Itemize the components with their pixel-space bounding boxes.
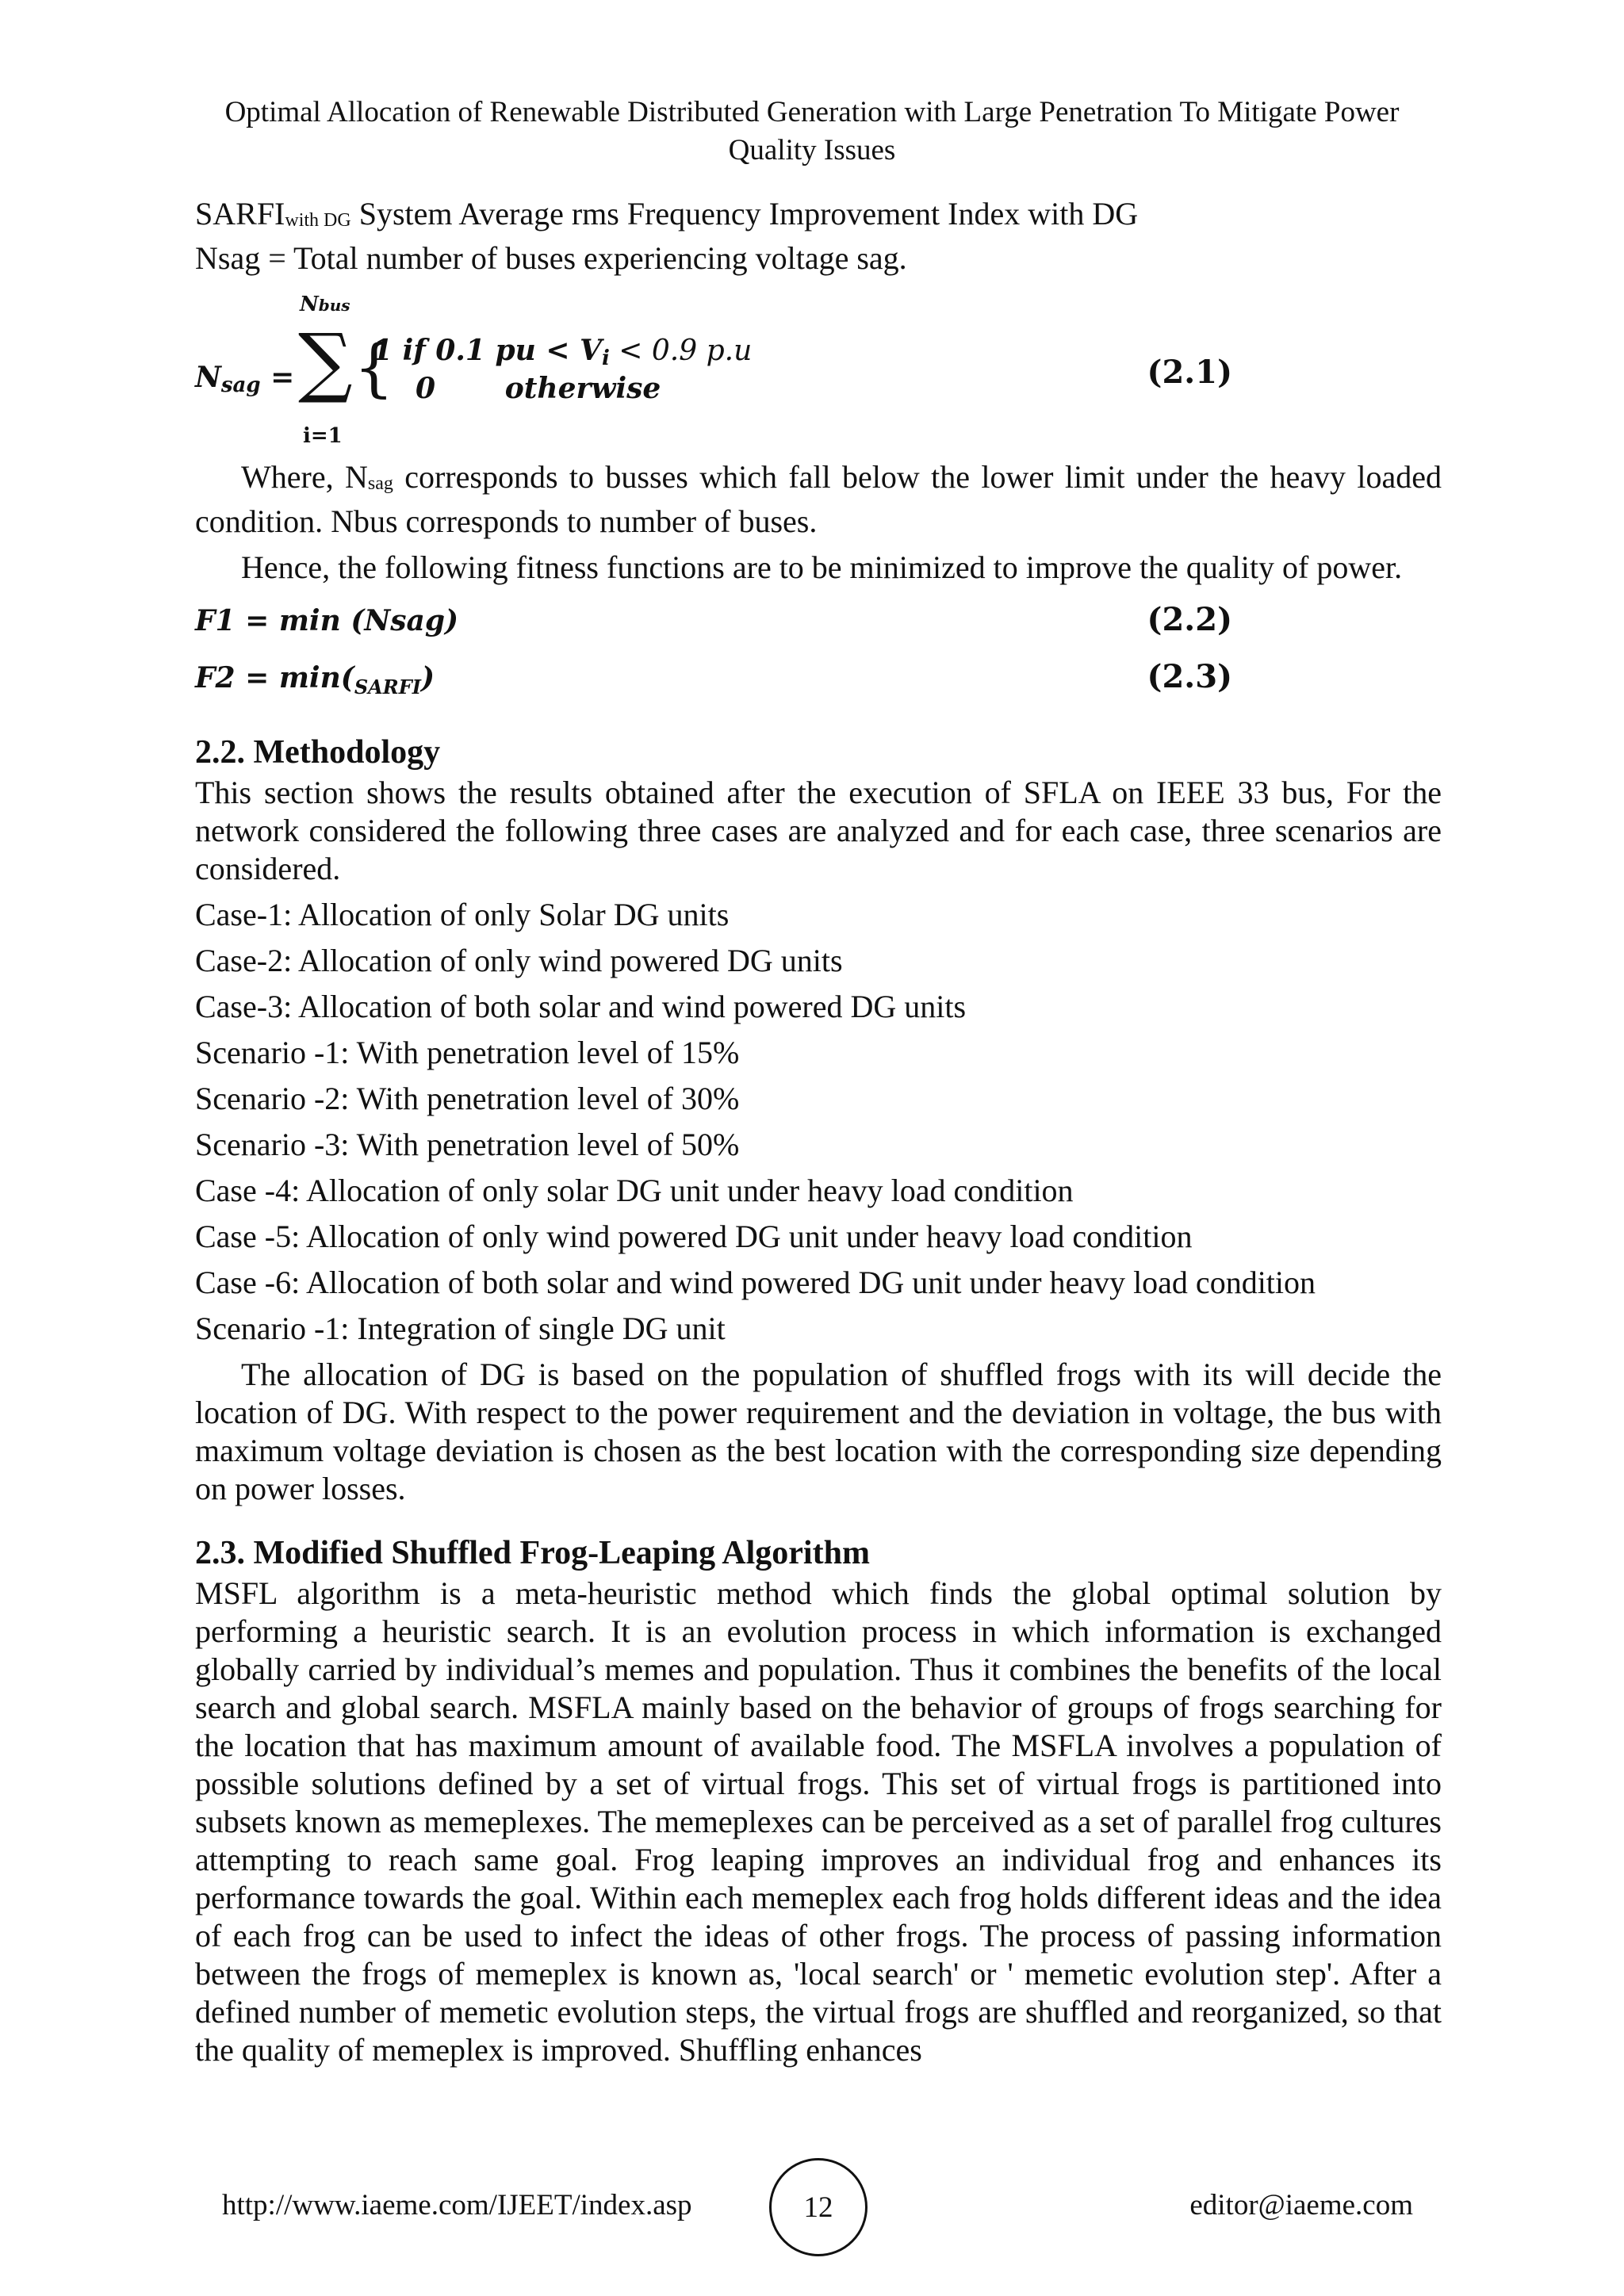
- list-item: Case-2: Allocation of only wind powered DG units: [195, 943, 843, 978]
- list-item: Scenario -1: With penetration level of 15%: [195, 1035, 740, 1070]
- list-item: Case-3: Allocation of both solar and wind powered DG units: [195, 989, 967, 1024]
- list-item: Case -6: Allocation of both solar and wind powered DG unit under heavy load condition: [195, 1265, 1316, 1300]
- list-item: Scenario -3: With penetration level of 50%: [195, 1127, 740, 1162]
- equation-2-1: [195, 282, 1442, 455]
- section-heading-msfla: 2.3. Modified Shuffled Frog-Leaping Algorithm: [195, 1535, 870, 1571]
- sarfi-definition: [195, 195, 1442, 239]
- eq22-number: (2.2): [1147, 601, 1232, 638]
- sarfi-description: System Average rms Frequency Improvement Index with DG: [350, 196, 1139, 232]
- hence-paragraph: Hence, the following fitness functions are to be minimized to improve the quality of power.: [241, 549, 1403, 585]
- equation-2-3: [195, 658, 1442, 714]
- list-item: Scenario -2: With penetration level of 30%: [195, 1081, 740, 1116]
- page-number: 12: [803, 2191, 833, 2224]
- nsag-definition: Nsag = Total number of buses experiencing voltage sag.: [195, 240, 907, 276]
- sarfi-word: SARFI: [195, 196, 285, 232]
- running-header: [190, 94, 1434, 170]
- footer-email-link[interactable]: editor@iaeme.com: [1189, 2189, 1413, 2221]
- page-footer: [0, 2158, 1624, 2253]
- eq23-expression: $F2 = \min(_{SARFI})$: [195, 661, 435, 698]
- header-line-1: Optimal Allocation of Renewable Distributed Generation with Large Penetration To Mitigate Power: [224, 96, 1400, 128]
- section-heading-methodology: 2.2. Methodology: [195, 734, 441, 771]
- summation-symbol: ∑: [298, 317, 353, 406]
- list-item: Case -4: Allocation of only solar DG unit under heavy load condition: [195, 1173, 1074, 1208]
- sarfi-subscript: with DG: [285, 210, 351, 231]
- methodology-intro: This section shows the results obtained after the execution of SFLA on IEEE 33 bus, For the network considered the following three cases are analyzed and for each case, three scenarios are considered.: [195, 775, 1442, 886]
- left-brace: {: [354, 331, 394, 404]
- case-list: [195, 896, 1442, 1348]
- where-paragraph: Where, Nsag corresponds to busses which fall below the lower limit under the heavy loaded condition. Nbus corresponds to number of buses.: [195, 459, 1442, 539]
- eq21-upper-limit: Nbus: [300, 293, 350, 316]
- eq23-number: (2.3): [1147, 658, 1232, 695]
- eq21-case-1: 1 if 0.1 pu < Vi < 0.9 p.u: [373, 334, 753, 370]
- equation-2-2: [195, 601, 1442, 658]
- eq22-expression: F1 = min (Nsag): [195, 604, 459, 637]
- eq21-number: (2.1): [1147, 354, 1232, 391]
- list-item: Case-1: Allocation of only Solar DG units: [195, 897, 730, 932]
- page-number-circle: [769, 2158, 868, 2256]
- list-item: Scenario -1: Integration of single DG unit: [195, 1311, 726, 1346]
- header-line-2: Quality Issues: [728, 134, 896, 166]
- main-content: [195, 195, 1442, 2069]
- footer-url-link[interactable]: http://www.iaeme.com/IJEET/index.asp: [222, 2189, 692, 2221]
- eq21-lower-limit: i=1: [303, 424, 343, 448]
- eq21-lhs: Nsag =: [195, 361, 295, 397]
- msfla-paragraph: MSFL algorithm is a meta-heuristic method which finds the global optimal solution by performing a heuristic search. It is an evolution process in which information is exchanged globally carried by individual’s memes and population. Thus it combines the benefits of the local search and global search. MSFLA mainly based on the behavior of groups of frogs searching for the location that has maximum amount of available food. The MSFLA involves a population of possible solutions defined by a set of virtual frogs. This set of virtual frogs is partitioned into subsets known as memeplexes. The memeplexes can be perceived as a set of parallel frog cultures attempting to reach same goal. Frog leaping improves an individual frog and enhances its performance towards the goal. Within each memeplex each frog holds different ideas and the idea of each frog can be used to infect the ideas of other frogs. The process of passing information between the frogs of memeplex is known as, 'local search' or ' memetic evolution step'. After a defined number of memetic evolution steps, the virtual frogs are shuffled and reorganized, so that the quality of memeplex is improved. Shuffling enhances: [195, 1575, 1442, 2068]
- list-item: Case -5: Allocation of only wind powered DG unit under heavy load condition: [195, 1219, 1193, 1254]
- eq21-case-2: 0 otherwise: [416, 372, 661, 405]
- allocation-paragraph: The allocation of DG is based on the population of shuffled frogs with its will decide the location of DG. With respect to the power requirement and the deviation in voltage, the bus with maximum voltage deviation is chosen as the best location with the corresponding size depending on power losses.: [195, 1357, 1442, 1506]
